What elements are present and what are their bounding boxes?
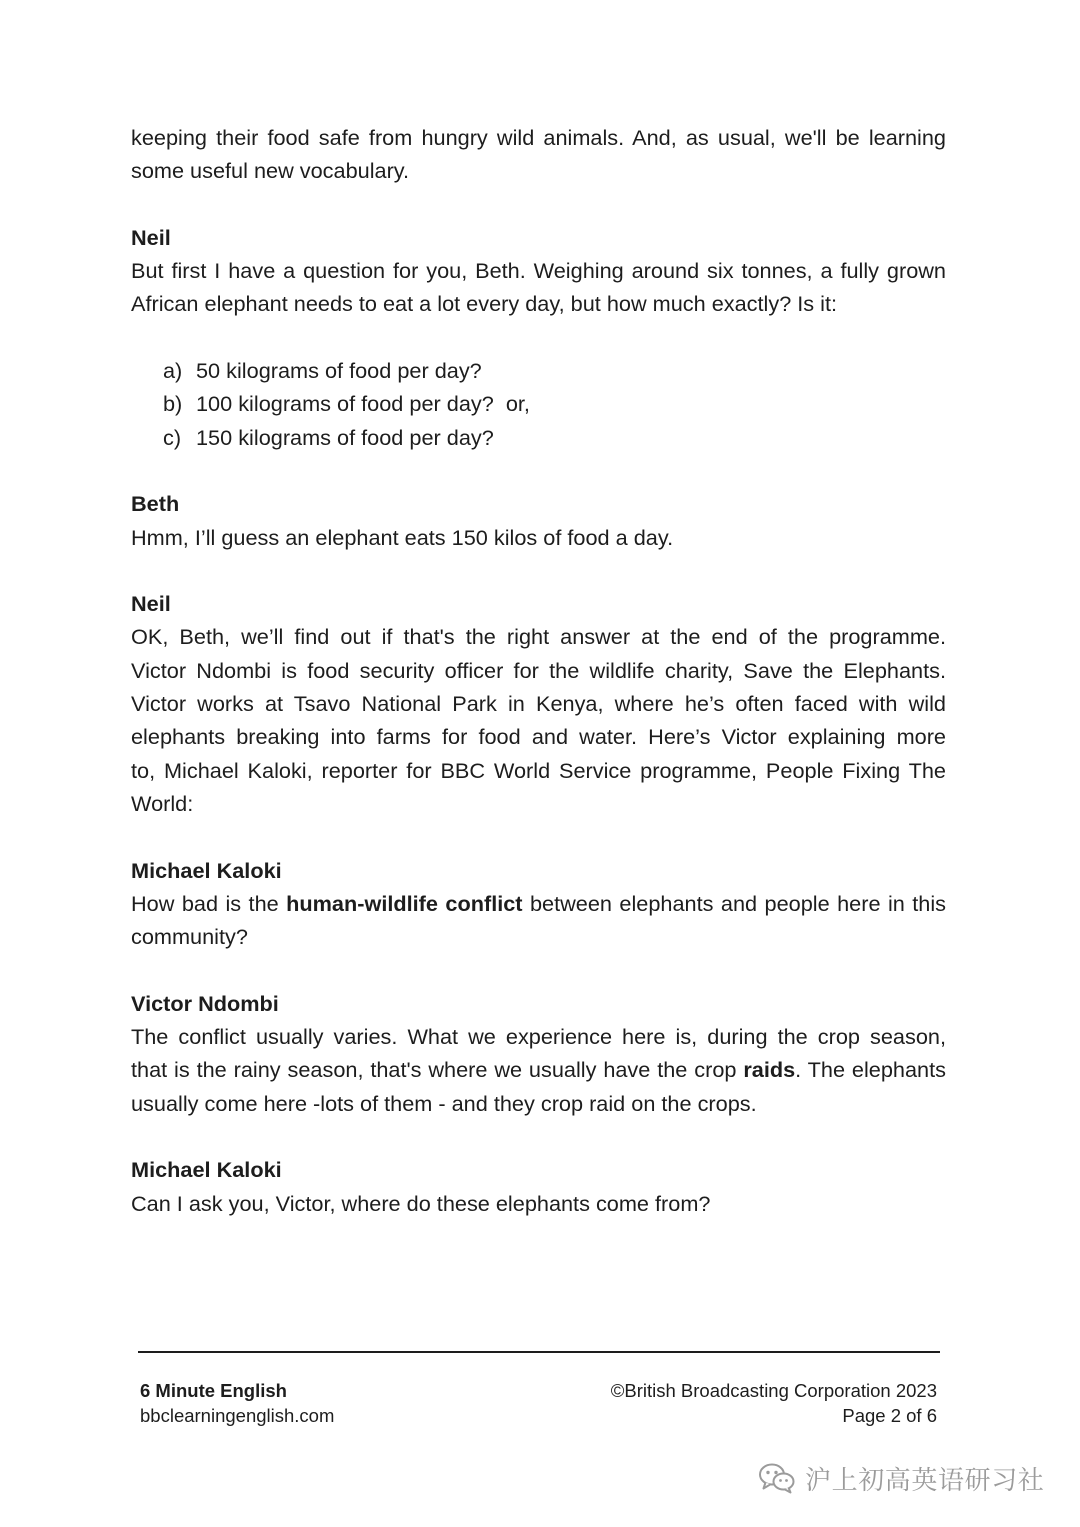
speech-turn — [131, 587, 946, 820]
speech-turn — [131, 854, 946, 954]
option-text: 100 kilograms of food per day? or, — [196, 391, 530, 417]
speaker-name: Beth — [131, 491, 180, 517]
quiz-option — [131, 387, 946, 420]
footer-right — [611, 1378, 937, 1428]
transcript-body — [131, 121, 946, 1253]
speaker-name: Michael Kaloki — [131, 857, 282, 883]
text-line: keeping their food safe from hungry wild animals. And, as usual, we'll be learning — [131, 125, 946, 150]
option-text: 150 kilograms of food per day? — [196, 424, 494, 450]
quiz-option — [131, 421, 946, 454]
text-line — [131, 887, 946, 920]
speaker-name: Victor Ndombi — [131, 990, 279, 1016]
text-line: usually come here -lots of them - and they crop raid on the crops. — [131, 1090, 757, 1116]
text-line: Hmm, I’ll guess an elephant eats 150 kilos of food a day. — [131, 524, 674, 550]
footer-left — [140, 1378, 334, 1428]
option-letter: a) — [163, 358, 183, 384]
wechat-icon — [758, 1462, 796, 1494]
key-vocabulary: raids — [743, 1057, 796, 1083]
text-line — [131, 1053, 946, 1086]
page-number: Page 2 of 6 — [842, 1405, 937, 1426]
opening-paragraph — [131, 121, 946, 188]
text-line: to, Michael Kaloki, reporter for BBC World Service programme, People Fixing The — [131, 757, 946, 783]
website-url: bbclearningenglish.com — [140, 1405, 335, 1426]
footer-divider — [138, 1351, 940, 1353]
speech-turn — [131, 987, 946, 1120]
text-line: But first I have a question for you, Beth. Weighing around six tonnes, a fully grown — [131, 258, 946, 284]
text-segment: How bad is the — [131, 890, 287, 916]
text-segment: . The elephants — [795, 1057, 946, 1083]
speech-turn — [131, 1153, 946, 1220]
text-line: Can I ask you, Victor, where do these elephants come from? — [131, 1190, 711, 1216]
option-letter: c) — [163, 424, 182, 450]
text-line: Victor works at Tsavo National Park in Kenya, where he’s often faced with wild — [131, 691, 946, 717]
speaker-name: Michael Kaloki — [131, 1157, 282, 1183]
option-text: 50 kilograms of food per day? — [196, 358, 482, 384]
option-letter: b) — [163, 391, 183, 417]
text-line: Victor Ndombi is food security officer for the wildlife charity, Save the Elephants. — [131, 657, 946, 683]
text-line: elephants breaking into farms for food and water. Here’s Victor explaining more — [131, 724, 946, 750]
text-line: World: — [131, 790, 194, 816]
quiz-options — [131, 354, 946, 454]
key-vocabulary: human-wildlife conflict — [286, 890, 523, 916]
speech-turn — [131, 487, 946, 554]
programme-title: 6 Minute English — [140, 1380, 287, 1401]
text-segment: that is the rainy season, that's where we usually have the crop — [131, 1057, 744, 1083]
text-line: some useful new vocabulary. — [131, 158, 410, 184]
speaker-name: Neil — [131, 224, 171, 250]
speech-turn — [131, 221, 946, 321]
quiz-option — [131, 354, 946, 387]
text-line: African elephant needs to eat a lot every day, but how much exactly? Is it: — [131, 291, 838, 317]
text-line: The conflict usually varies. What we experience here is, during the crop season, — [131, 1024, 946, 1050]
text-line: OK, Beth, we’ll find out if that's the right answer at the end of the programme. — [131, 624, 946, 650]
text-segment: between elephants and people here in this — [522, 890, 947, 916]
copyright-notice: ©British Broadcasting Corporation 2023 — [610, 1380, 937, 1401]
text-line: community? — [131, 924, 248, 950]
watermark — [758, 1460, 1044, 1496]
watermark-text: 沪上初高英语研习社 — [805, 1465, 1045, 1496]
speaker-name: Neil — [131, 591, 171, 617]
